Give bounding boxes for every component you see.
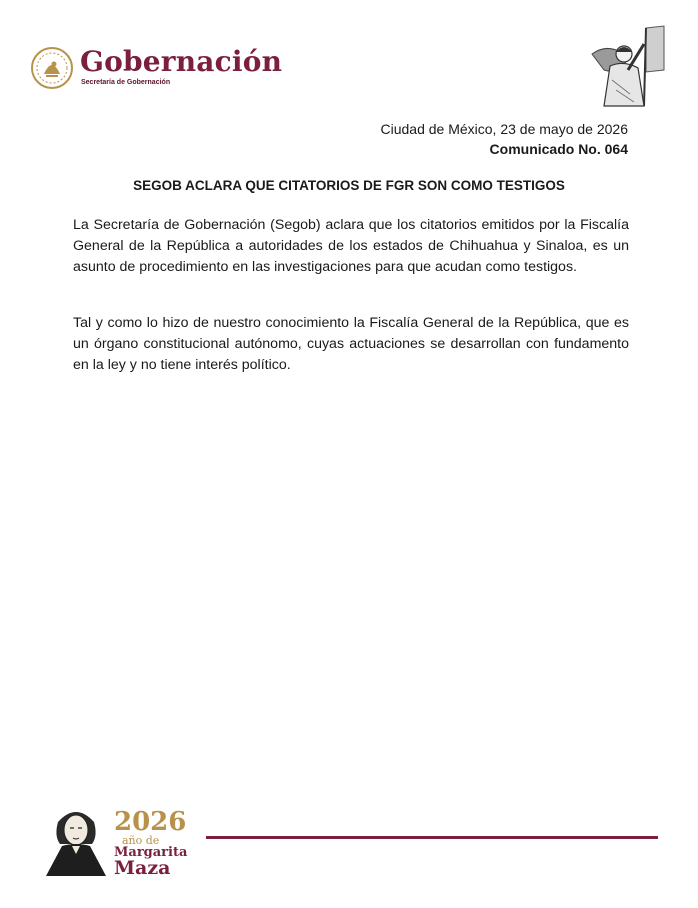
gobernacion-logo: [30, 44, 283, 94]
body-paragraph-1: La Secretaría de Gobernación (Segob) aclara que los citatorios emitidos por la Fiscalía General de la República a autoridades de los estados de Chihuahua y Sinaloa, es un asunto de procedimiento en las investigaciones para que acudan como testigos.: [73, 217, 629, 275]
footer-anio-de: año de: [122, 834, 160, 847]
footer-name-last: Maza: [114, 857, 171, 879]
woman-with-flag-illustration: [586, 24, 668, 108]
dateline: Ciudad de México, 23 de mayo de 2026: [380, 121, 628, 137]
body-paragraph-2: Tal y como lo hizo de nuestro conocimiento la Fiscalía General de la República, que es un órgano constitucional autónomo, cuyas actuaciones se desarrollan con fundamento en la ley y no tiene interés político.: [73, 315, 629, 373]
margarita-maza-portrait: [40, 800, 112, 876]
press-headline: SEGOB ACLARA QUE CITATORIOS DE FGR SON COMO TESTIGOS: [133, 178, 565, 193]
brand-subtitle: Secretaría de Gobernación: [81, 79, 171, 86]
mexican-coat-of-arms-icon: [30, 46, 74, 90]
footer-name-first: Margarita: [114, 845, 188, 860]
comunicado-number: Comunicado No. 064: [489, 141, 628, 157]
footer-year: 2026: [114, 807, 187, 837]
brand-title: Gobernación: [80, 45, 283, 78]
footer-divider: [206, 836, 658, 839]
